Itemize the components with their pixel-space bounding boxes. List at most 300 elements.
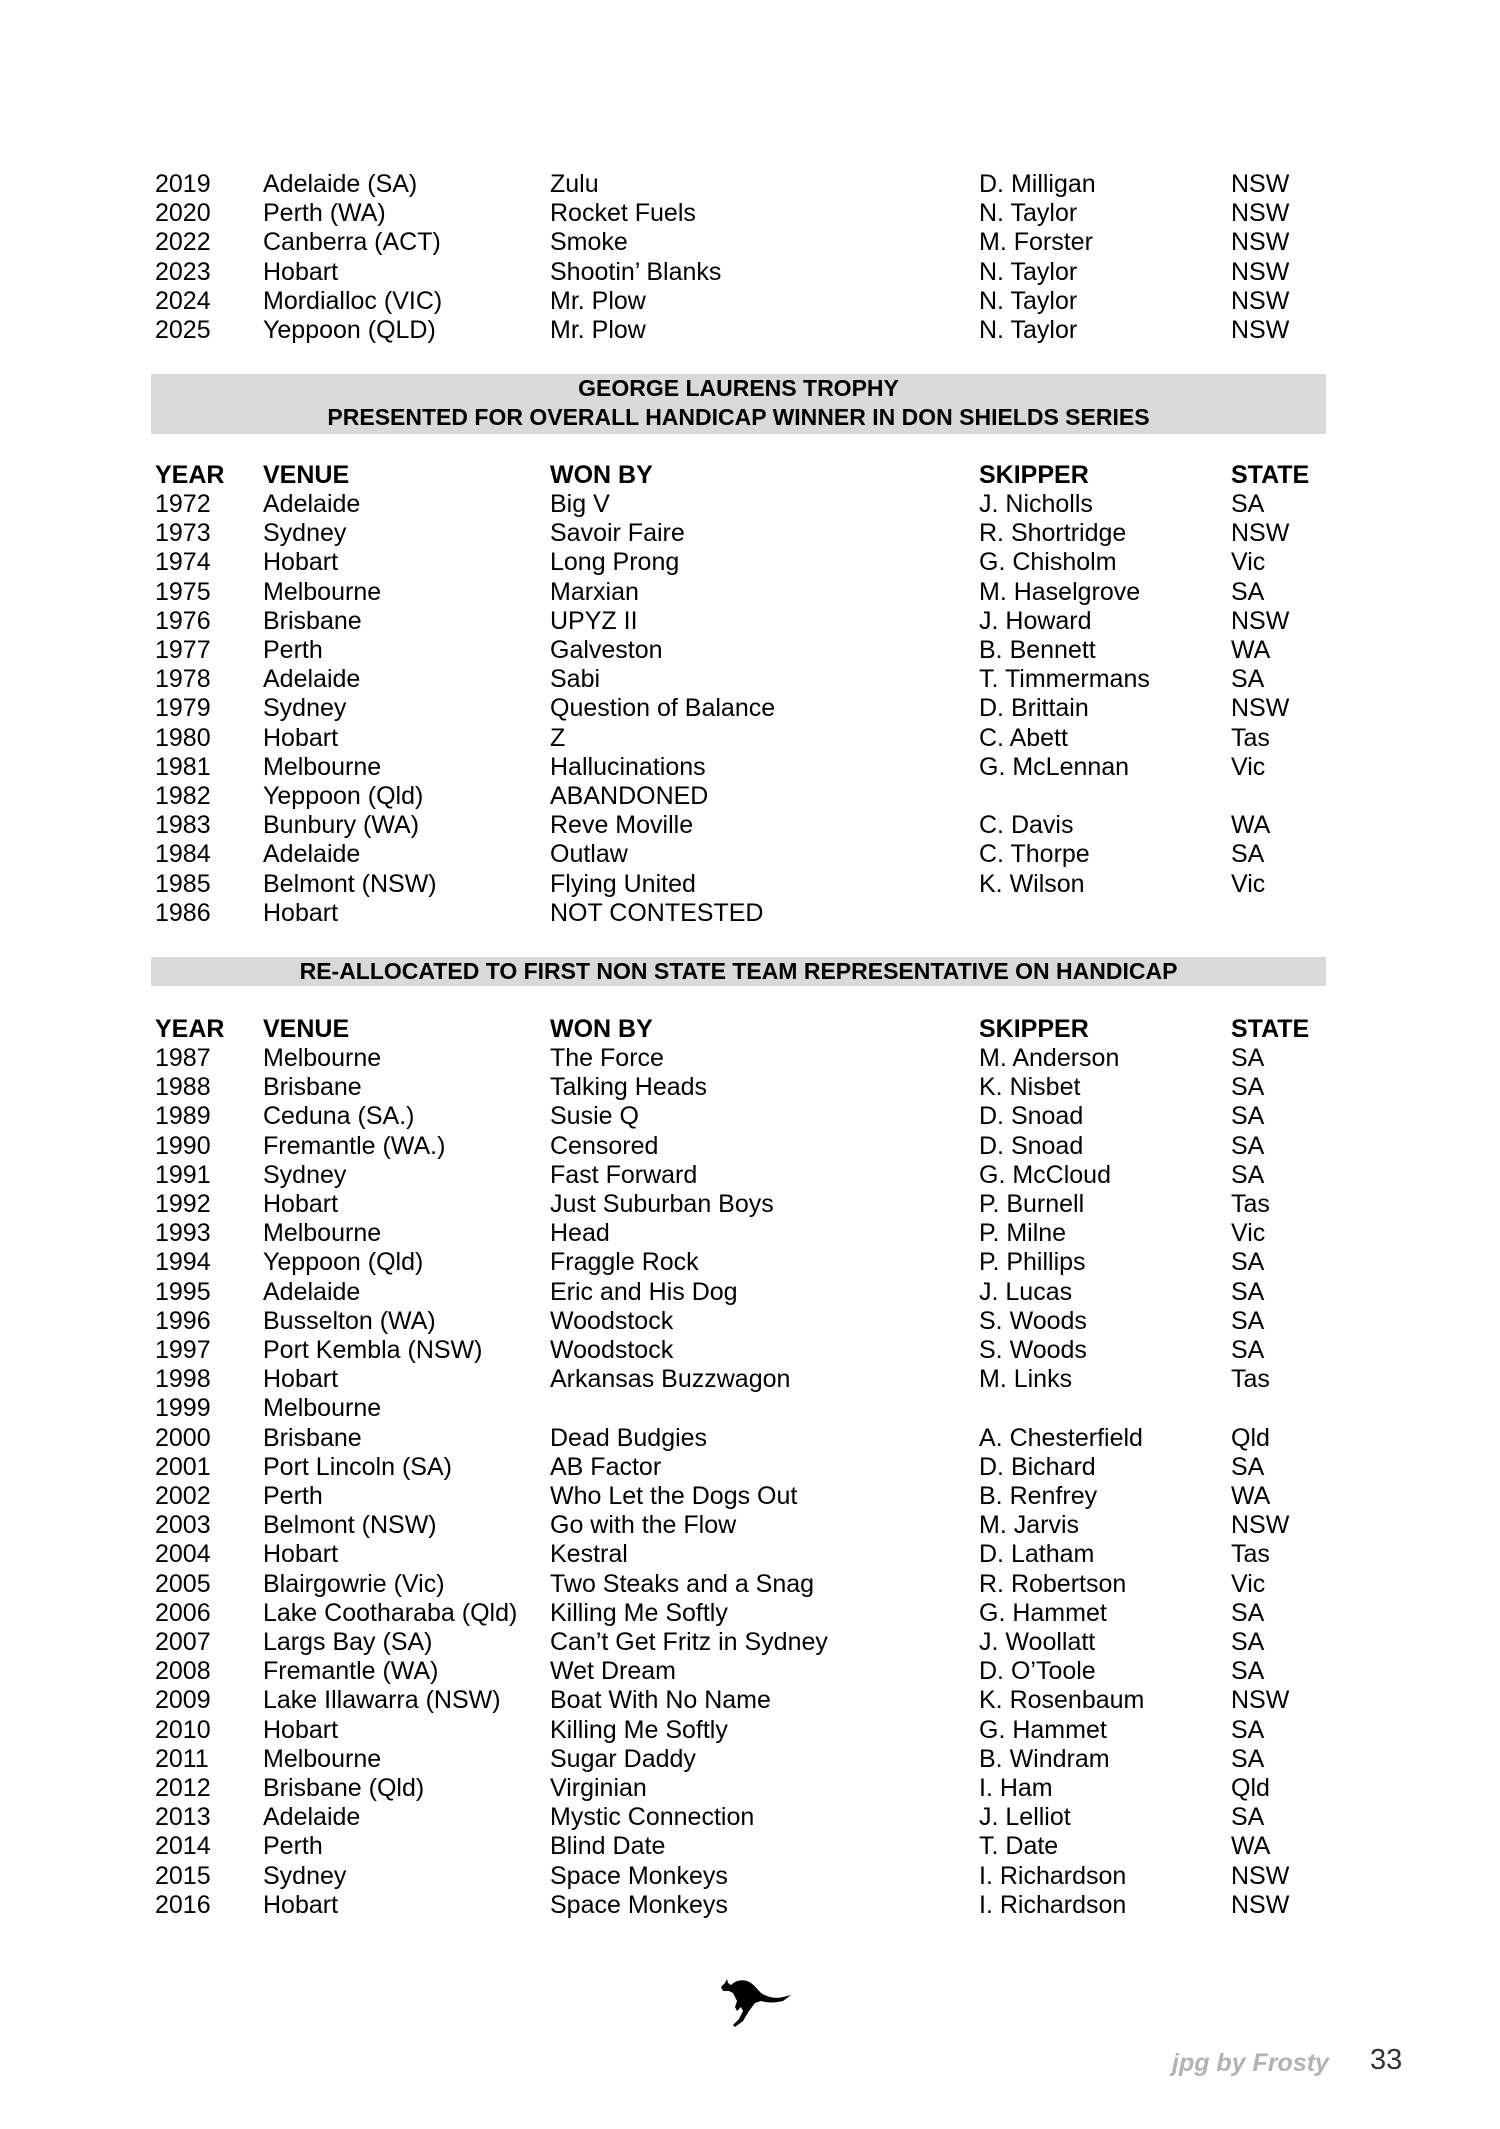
cell-year: 1991 <box>155 1160 211 1189</box>
cell-state: SA <box>1231 1598 1265 1627</box>
cell-venue: Hobart <box>263 1540 339 1569</box>
cell-won-by: Fraggle Rock <box>550 1248 699 1277</box>
cell-state: SA <box>1231 1744 1265 1773</box>
table-row <box>0 665 1500 694</box>
cell-won-by: Zulu <box>550 170 599 198</box>
cell-state: Tas <box>1231 1365 1270 1394</box>
cell-won-by: Outlaw <box>550 840 628 869</box>
cell-skipper: B. Renfrey <box>979 1482 1098 1510</box>
table-row <box>0 870 1500 899</box>
table-row <box>0 1365 1500 1394</box>
cell-won-by: Galveston <box>550 636 663 664</box>
header-year: YEAR <box>155 1015 225 1043</box>
cell-won-by: Talking Heads <box>550 1073 708 1102</box>
table-row <box>0 1161 1500 1190</box>
table-row <box>0 1774 1500 1803</box>
cell-skipper: N. Taylor <box>979 257 1078 286</box>
table-row <box>0 258 1500 287</box>
cell-skipper: C. Davis <box>979 811 1074 840</box>
cell-state: WA <box>1231 1482 1271 1510</box>
cell-venue: Hobart <box>263 1890 339 1919</box>
cell-venue: Belmont (NSW) <box>263 1511 437 1540</box>
cell-venue: Brisbane <box>263 1073 362 1102</box>
table-row <box>0 1307 1500 1336</box>
table-header <box>0 461 1500 490</box>
table-row <box>0 1190 1500 1219</box>
cell-state: NSW <box>1231 228 1290 257</box>
cell-venue: Yeppoon (Qld) <box>263 1248 424 1277</box>
george-laurens-banner <box>151 374 1326 434</box>
table-row <box>0 1394 1500 1423</box>
cell-state: Tas <box>1231 1190 1270 1218</box>
cell-venue: Lake Cootharaba (Qld) <box>263 1598 518 1627</box>
cell-won-by: Reve Moville <box>550 811 694 840</box>
cell-year: 2019 <box>155 170 211 198</box>
cell-venue: Brisbane <box>263 1423 362 1452</box>
cell-state: NSW <box>1231 606 1290 635</box>
cell-skipper: G. McCloud <box>979 1160 1111 1189</box>
cell-skipper: S. Woods <box>979 1306 1087 1335</box>
table-row <box>0 782 1500 811</box>
table-row <box>0 170 1500 199</box>
table-row <box>0 1278 1500 1307</box>
cell-venue: Melbourne <box>263 577 382 606</box>
table-row <box>0 578 1500 607</box>
cell-venue: Belmont (NSW) <box>263 869 437 898</box>
cell-won-by: Fast Forward <box>550 1160 698 1189</box>
table-row <box>0 1891 1500 1920</box>
cell-year: 2016 <box>155 1890 211 1919</box>
cell-won-by: AB Factor <box>550 1452 662 1481</box>
cell-skipper: P. Milne <box>979 1219 1067 1248</box>
cell-skipper: J. Nicholls <box>979 490 1093 518</box>
table-row <box>0 1219 1500 1248</box>
cell-venue: Ceduna (SA.) <box>263 1102 415 1131</box>
cell-state: SA <box>1231 1102 1265 1131</box>
cell-state: SA <box>1231 1628 1265 1656</box>
cell-year: 2003 <box>155 1511 211 1540</box>
cell-venue: Perth <box>263 636 323 664</box>
cell-state: NSW <box>1231 286 1290 315</box>
table-header <box>0 1015 1500 1044</box>
cell-state: SA <box>1231 1336 1265 1364</box>
table-row <box>0 1044 1500 1073</box>
cell-year: 2000 <box>155 1423 211 1452</box>
cell-won-by: The Force <box>550 1044 664 1072</box>
cell-skipper: T. Date <box>979 1832 1059 1861</box>
cell-year: 1972 <box>155 490 211 518</box>
table-row <box>0 1248 1500 1277</box>
cell-skipper: D. Bichard <box>979 1452 1096 1481</box>
cell-year: 2024 <box>155 286 211 315</box>
cell-venue: Bunbury (WA) <box>263 811 420 840</box>
cell-state: Vic <box>1231 548 1266 577</box>
cell-won-by: Long Prong <box>550 548 680 577</box>
cell-year: 1997 <box>155 1336 211 1364</box>
cell-skipper: J. Howard <box>979 606 1092 635</box>
cell-won-by: Wet Dream <box>550 1657 676 1686</box>
cell-year: 2023 <box>155 257 211 286</box>
cell-venue: Largs Bay (SA) <box>263 1628 433 1656</box>
table-row <box>0 490 1500 519</box>
cell-won-by: Savoir Faire <box>550 519 685 548</box>
cell-skipper: D. Brittain <box>979 694 1089 723</box>
cell-state: NSW <box>1231 519 1290 548</box>
cell-state: Tas <box>1231 723 1270 752</box>
cell-venue: Adelaide (SA) <box>263 170 418 198</box>
cell-won-by: Killing Me Softly <box>550 1598 728 1627</box>
cell-won-by: Killing Me Softly <box>550 1715 728 1744</box>
table-row <box>0 724 1500 753</box>
cell-won-by: Flying United <box>550 869 696 898</box>
cell-skipper: I. Richardson <box>979 1890 1127 1919</box>
cell-venue: Adelaide <box>263 840 361 869</box>
cell-won-by: Boat With No Name <box>550 1686 771 1715</box>
cell-skipper: J. Woollatt <box>979 1628 1096 1656</box>
cell-skipper: K. Nisbet <box>979 1073 1081 1102</box>
cell-venue: Adelaide <box>263 490 361 518</box>
cell-venue: Melbourne <box>263 1219 382 1248</box>
cell-year: 2020 <box>155 199 211 228</box>
cell-skipper: B. Bennett <box>979 636 1096 664</box>
cell-state: SA <box>1231 1277 1265 1306</box>
cell-venue: Melbourne <box>263 1394 382 1423</box>
cell-won-by: Space Monkeys <box>550 1890 728 1919</box>
cell-skipper: R. Robertson <box>979 1569 1127 1598</box>
table-row <box>0 840 1500 869</box>
cell-venue: Lake Illawarra (NSW) <box>263 1686 501 1715</box>
cell-state: NSW <box>1231 1890 1290 1919</box>
cell-skipper: J. Lucas <box>979 1277 1073 1306</box>
cell-venue: Mordialloc (VIC) <box>263 286 443 315</box>
cell-won-by: Can’t Get Fritz in Sydney <box>550 1628 828 1656</box>
cell-venue: Port Lincoln (SA) <box>263 1452 452 1481</box>
table-row <box>0 1511 1500 1540</box>
banner-title: GEORGE LAURENS TROPHY <box>578 375 899 401</box>
cell-year: 1974 <box>155 548 211 577</box>
cell-venue: Fremantle (WA) <box>263 1657 439 1686</box>
cell-year: 1979 <box>155 694 211 723</box>
cell-year: 2014 <box>155 1832 211 1861</box>
page-number: 33 <box>1370 2044 1403 2076</box>
cell-won-by: Blind Date <box>550 1832 666 1861</box>
cell-state: NSW <box>1231 257 1290 286</box>
cell-year: 1976 <box>155 606 211 635</box>
table-row <box>0 1073 1500 1102</box>
cell-venue: Perth (WA) <box>263 199 386 228</box>
cell-year: 2005 <box>155 1569 211 1598</box>
cell-skipper: N. Taylor <box>979 199 1078 228</box>
cell-venue: Fremantle (WA.) <box>263 1131 446 1160</box>
cell-venue: Hobart <box>263 548 339 577</box>
cell-year: 1984 <box>155 840 211 869</box>
cell-state: Vic <box>1231 1219 1266 1248</box>
cell-skipper: N. Taylor <box>979 316 1078 344</box>
cell-year: 2013 <box>155 1803 211 1832</box>
table-row <box>0 1336 1500 1365</box>
cell-year: 1981 <box>155 752 211 781</box>
cell-won-by: Big V <box>550 490 610 518</box>
cell-won-by: Rocket Fuels <box>550 199 696 228</box>
cell-year: 2011 <box>155 1744 209 1773</box>
table-row <box>0 1716 1500 1745</box>
cell-state: Qld <box>1231 1423 1270 1452</box>
cell-won-by: Shootin’ Blanks <box>550 257 722 286</box>
cell-won-by: Mystic Connection <box>550 1803 755 1832</box>
cell-won-by: Arkansas Buzzwagon <box>550 1365 791 1394</box>
cell-venue: Perth <box>263 1482 323 1510</box>
cell-state: SA <box>1231 1306 1265 1335</box>
cell-venue: Hobart <box>263 723 339 752</box>
cell-won-by: Mr. Plow <box>550 286 646 315</box>
cell-venue: Adelaide <box>263 665 361 694</box>
cell-won-by: Susie Q <box>550 1102 639 1131</box>
cell-year: 2002 <box>155 1482 211 1510</box>
cell-skipper: K. Rosenbaum <box>979 1686 1145 1715</box>
table-row <box>0 228 1500 257</box>
table-row <box>0 1686 1500 1715</box>
cell-skipper: J. Lelliot <box>979 1803 1071 1832</box>
cell-state: SA <box>1231 1073 1265 1102</box>
cell-venue: Hobart <box>263 1715 339 1744</box>
cell-state: SA <box>1231 1803 1265 1832</box>
cell-won-by: Who Let the Dogs Out <box>550 1482 798 1510</box>
cell-won-by: Question of Balance <box>550 694 776 723</box>
cell-won-by: NOT CONTESTED <box>550 898 764 927</box>
cell-skipper: P. Burnell <box>979 1190 1085 1218</box>
cell-year: 1973 <box>155 519 211 548</box>
cell-venue: Yeppoon (Qld) <box>263 782 424 810</box>
table-row <box>0 1453 1500 1482</box>
table-row <box>0 316 1500 345</box>
cell-state: SA <box>1231 1160 1265 1189</box>
cell-skipper: T. Timmermans <box>979 665 1150 694</box>
cell-year: 1998 <box>155 1365 211 1394</box>
kangaroo-icon <box>717 1977 797 2031</box>
cell-year: 2001 <box>155 1452 211 1481</box>
cell-state: SA <box>1231 577 1265 606</box>
cell-won-by: Sabi <box>550 665 601 694</box>
cell-year: 1993 <box>155 1219 211 1248</box>
cell-venue: Yeppoon (QLD) <box>263 316 436 344</box>
cell-state: Tas <box>1231 1540 1270 1569</box>
credit-text: jpg by Frosty <box>1172 2049 1329 2077</box>
cell-skipper: S. Woods <box>979 1336 1087 1364</box>
cell-venue: Brisbane (Qld) <box>263 1774 425 1802</box>
cell-venue: Hobart <box>263 257 339 286</box>
cell-year: 1989 <box>155 1102 211 1131</box>
table-row <box>0 1832 1500 1861</box>
table-row <box>0 1424 1500 1453</box>
table-row <box>0 287 1500 316</box>
cell-skipper: G. McLennan <box>979 752 1130 781</box>
cell-won-by: Eric and His Dog <box>550 1277 738 1306</box>
table-row <box>0 199 1500 228</box>
cell-state: WA <box>1231 1832 1271 1861</box>
cell-skipper: I. Richardson <box>979 1861 1127 1890</box>
cell-state: Vic <box>1231 1569 1266 1598</box>
cell-skipper: M. Forster <box>979 228 1093 257</box>
cell-venue: Melbourne <box>263 1044 382 1072</box>
cell-state: NSW <box>1231 1861 1290 1890</box>
cell-venue: Adelaide <box>263 1277 361 1306</box>
table-row <box>0 548 1500 577</box>
table-row <box>0 607 1500 636</box>
cell-won-by: Kestral <box>550 1540 628 1569</box>
cell-year: 1992 <box>155 1190 211 1218</box>
cell-won-by: Dead Budgies <box>550 1423 708 1452</box>
cell-venue: Hobart <box>263 1365 339 1394</box>
cell-won-by: Marxian <box>550 577 639 606</box>
table-row <box>0 1745 1500 1774</box>
cell-year: 2015 <box>155 1861 211 1890</box>
header-state: STATE <box>1231 1015 1310 1043</box>
cell-venue: Melbourne <box>263 1744 382 1773</box>
table-row <box>0 1862 1500 1891</box>
cell-venue: Sydney <box>263 1160 347 1189</box>
cell-state: NSW <box>1231 316 1290 344</box>
cell-year: 2022 <box>155 228 211 257</box>
table-row <box>0 811 1500 840</box>
cell-state: SA <box>1231 1044 1265 1072</box>
cell-year: 2009 <box>155 1686 211 1715</box>
cell-state: SA <box>1231 665 1265 694</box>
cell-won-by: Virginian <box>550 1774 647 1802</box>
table-row <box>0 1657 1500 1686</box>
cell-skipper: A. Chesterfield <box>979 1423 1143 1452</box>
cell-skipper: R. Shortridge <box>979 519 1127 548</box>
cell-year: 1980 <box>155 723 211 752</box>
cell-skipper: G. Hammet <box>979 1598 1107 1627</box>
cell-year: 1994 <box>155 1248 211 1277</box>
cell-state: WA <box>1231 636 1271 664</box>
cell-state: SA <box>1231 1248 1265 1277</box>
table-row <box>0 1570 1500 1599</box>
cell-state: SA <box>1231 840 1265 869</box>
cell-year: 1996 <box>155 1306 211 1335</box>
cell-venue: Blairgowrie (Vic) <box>263 1569 445 1598</box>
cell-venue: Hobart <box>263 898 339 927</box>
cell-state: WA <box>1231 811 1271 840</box>
banner-title: RE-ALLOCATED TO FIRST NON STATE TEAM REPRESENTATIVE ON HANDICAP <box>299 958 1178 984</box>
cell-skipper: P. Phillips <box>979 1248 1086 1277</box>
header-won-by: WON BY <box>550 1015 653 1043</box>
cell-won-by: Woodstock <box>550 1336 674 1364</box>
header-state: STATE <box>1231 461 1310 489</box>
cell-year: 1987 <box>155 1044 211 1072</box>
cell-won-by: Hallucinations <box>550 752 706 781</box>
cell-won-by: Mr. Plow <box>550 316 646 344</box>
cell-skipper: I. Ham <box>979 1774 1053 1802</box>
cell-skipper: D. Snoad <box>979 1131 1084 1160</box>
cell-year: 1999 <box>155 1394 211 1423</box>
cell-year: 2025 <box>155 316 211 344</box>
cell-year: 1990 <box>155 1131 211 1160</box>
cell-venue: Hobart <box>263 1190 339 1218</box>
table-row <box>0 1102 1500 1131</box>
table-row <box>0 1482 1500 1511</box>
cell-won-by: Woodstock <box>550 1306 674 1335</box>
table-row <box>0 636 1500 665</box>
cell-skipper: K. Wilson <box>979 869 1085 898</box>
cell-state: NSW <box>1231 1686 1290 1715</box>
cell-venue: Sydney <box>263 519 347 548</box>
cell-won-by: Two Steaks and a Snag <box>550 1569 815 1598</box>
cell-state: NSW <box>1231 199 1290 228</box>
cell-skipper: D. Latham <box>979 1540 1095 1569</box>
header-venue: VENUE <box>263 461 350 489</box>
cell-won-by: Go with the Flow <box>550 1511 737 1540</box>
cell-won-by: ABANDONED <box>550 782 709 810</box>
cell-skipper: M. Links <box>979 1365 1073 1394</box>
cell-year: 2010 <box>155 1715 211 1744</box>
cell-skipper: N. Taylor <box>979 286 1078 315</box>
cell-skipper: M. Jarvis <box>979 1511 1079 1540</box>
cell-year: 2004 <box>155 1540 211 1569</box>
cell-skipper: G. Hammet <box>979 1715 1107 1744</box>
table-row <box>0 519 1500 548</box>
cell-skipper: G. Chisholm <box>979 548 1117 577</box>
table-row <box>0 899 1500 928</box>
cell-skipper: M. Anderson <box>979 1044 1120 1072</box>
table-row <box>0 753 1500 782</box>
cell-state: Vic <box>1231 752 1266 781</box>
cell-venue: Adelaide <box>263 1803 361 1832</box>
cell-skipper: D. Milligan <box>979 170 1096 198</box>
table-row <box>0 1132 1500 1161</box>
cell-year: 1995 <box>155 1277 211 1306</box>
cell-state: SA <box>1231 1131 1265 1160</box>
banner-subtitle: PRESENTED FOR OVERALL HANDICAP WINNER IN DON SHIELDS SERIES <box>327 404 1150 430</box>
cell-venue: Canberra (ACT) <box>263 228 441 257</box>
table-row <box>0 1803 1500 1832</box>
cell-state: SA <box>1231 1657 1265 1686</box>
cell-won-by: Z <box>550 723 566 752</box>
cell-skipper: C. Thorpe <box>979 840 1090 869</box>
cell-state: SA <box>1231 1452 1265 1481</box>
cell-venue: Port Kembla (NSW) <box>263 1336 483 1364</box>
cell-year: 1977 <box>155 636 211 664</box>
cell-year: 2006 <box>155 1598 211 1627</box>
cell-year: 1983 <box>155 811 211 840</box>
cell-skipper: D. Snoad <box>979 1102 1084 1131</box>
reallocated-banner <box>151 957 1326 986</box>
header-skipper: SKIPPER <box>979 461 1089 489</box>
cell-venue: Busselton (WA) <box>263 1306 436 1335</box>
cell-won-by: Space Monkeys <box>550 1861 728 1890</box>
cell-won-by: Sugar Daddy <box>550 1744 696 1773</box>
cell-skipper: B. Windram <box>979 1744 1110 1773</box>
cell-year: 1985 <box>155 869 211 898</box>
cell-won-by: Just Suburban Boys <box>550 1190 774 1218</box>
cell-year: 1978 <box>155 665 211 694</box>
cell-year: 1986 <box>155 898 211 927</box>
cell-won-by: Censored <box>550 1131 659 1160</box>
cell-skipper: C. Abett <box>979 723 1068 752</box>
cell-year: 1988 <box>155 1073 211 1102</box>
table-row <box>0 694 1500 723</box>
cell-state: NSW <box>1231 170 1290 198</box>
header-venue: VENUE <box>263 1015 350 1043</box>
cell-skipper: M. Haselgrove <box>979 577 1141 606</box>
table-row <box>0 1599 1500 1628</box>
cell-won-by: Smoke <box>550 228 628 257</box>
cell-state: NSW <box>1231 694 1290 723</box>
cell-year: 1982 <box>155 782 211 810</box>
cell-venue: Sydney <box>263 1861 347 1890</box>
cell-venue: Sydney <box>263 694 347 723</box>
cell-venue: Perth <box>263 1832 323 1861</box>
